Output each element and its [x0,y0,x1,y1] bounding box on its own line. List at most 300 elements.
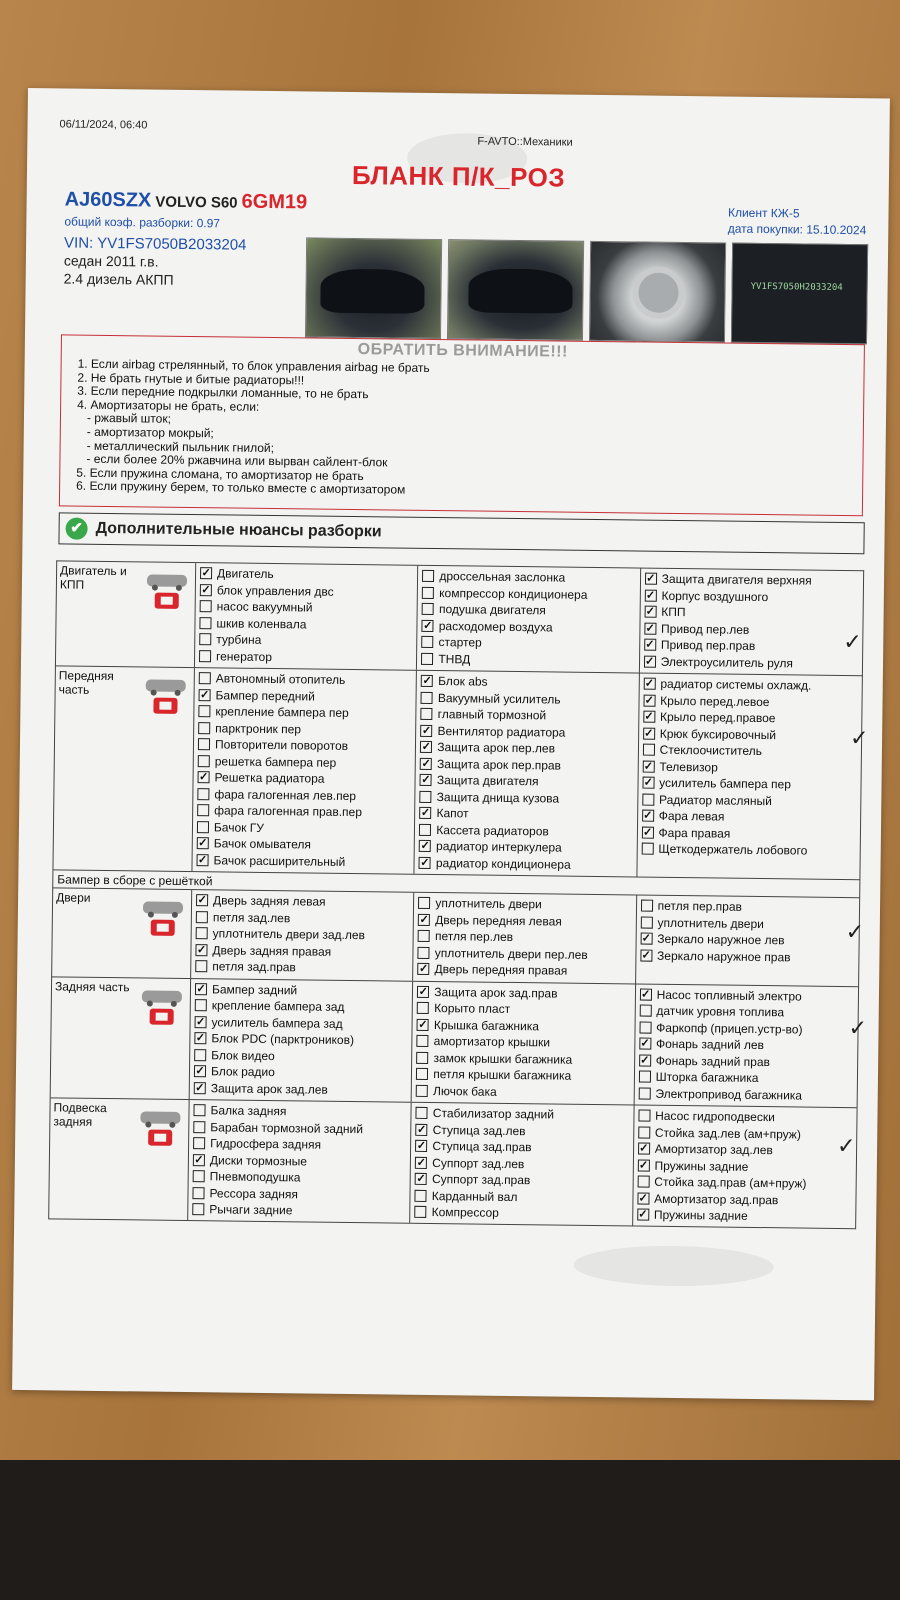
empty-checkbox[interactable] [641,900,653,912]
part-name: Пружины задние [654,1158,749,1174]
part-name: Бачок ГУ [213,820,264,835]
part-name: Крюк буксировочный [659,726,777,742]
part-name: фара галогенная лев.пер [214,787,357,803]
attention-heading: ОБРАТИТЬ ВНИМАНИЕ!!! [357,341,568,361]
part-item[interactable] [417,650,639,669]
floor-background [0,1460,900,1600]
part-name: фара галогенная прав.пер [214,803,363,820]
group-label: Двигатель и КПП [59,563,127,592]
part-name: крепление бампера зад [211,998,345,1015]
part-name: Карданный вал [431,1188,518,1204]
empty-checkbox[interactable] [422,570,434,582]
checked-checkbox[interactable]: ✓ [197,894,207,907]
empty-checkbox[interactable] [199,672,211,684]
parts-group [55,560,864,675]
empty-checkbox[interactable] [197,788,209,800]
photo-strip [305,237,868,344]
part-name: Рычаги задние [209,1202,293,1218]
part-name: петля крышки багажника [433,1067,572,1083]
empty-checkbox[interactable] [419,824,431,836]
group-columns [190,890,859,986]
checked-checkbox[interactable]: ✓ [640,988,651,1001]
checked-checkbox[interactable]: ✓ [195,1081,205,1094]
checked-checkbox[interactable]: ✓ [643,776,653,789]
parts-column [191,890,414,980]
part-name: Ступица зад.прав [432,1139,532,1155]
empty-checkbox[interactable] [422,587,434,599]
empty-checkbox[interactable] [640,916,652,928]
vin-photo[interactable] [731,243,868,345]
part-item[interactable] [411,1204,633,1223]
checked-checkbox[interactable]: ✓ [645,622,655,635]
part-name: компрессор кондиционера [439,585,588,602]
car-code: 6GM19 [241,190,308,214]
part-item[interactable] [413,961,635,980]
empty-checkbox[interactable] [638,1087,650,1099]
checked-checkbox[interactable]: ✓ [198,771,209,784]
car-model: VOLVO S60 [155,193,238,212]
empty-checkbox[interactable] [193,1137,205,1149]
empty-checkbox[interactable] [641,843,653,855]
bumper-assembly-label: Бампер в сборе с решёткой [52,869,860,897]
handwritten-check-mark: ✓ [836,1133,856,1160]
part-name: уплотнитель двери пер.лев [434,945,588,962]
empty-checkbox[interactable] [638,1126,650,1138]
empty-checkbox[interactable] [417,1035,429,1047]
car-silhouette [468,268,573,313]
part-item[interactable] [637,841,860,860]
part-name: Двигатель [216,566,274,582]
part-name: Телевизор [659,759,718,775]
empty-checkbox[interactable] [198,705,210,717]
part-name: Защита двигателя [436,773,539,789]
checked-checkbox[interactable]: ✓ [423,619,433,632]
part-item[interactable] [636,947,859,966]
car-silhouette [320,269,425,314]
part-name: Диски тормозные [209,1153,308,1169]
empty-checkbox[interactable] [639,1021,651,1033]
part-name: петля зад.прав [212,959,296,975]
checked-checkbox[interactable]: ✓ [638,1192,648,1205]
part-name: уплотнитель двери [657,915,764,931]
empty-checkbox[interactable] [422,603,434,615]
part-name: Суппорт зад.прав [431,1172,531,1188]
part-name: Ступица зад.лев [432,1122,526,1138]
group-columns [187,1100,856,1228]
checked-checkbox[interactable]: ✓ [195,1032,206,1045]
section-title: Дополнительные нюансы разборки [95,519,382,541]
suspension-icon [136,1105,185,1150]
part-name: радиатор системы охлажд. [660,677,812,693]
attention-rule: - если более 20% ржавчина или вырван сайлент-блок [76,451,388,470]
checked-checkbox[interactable]: ✓ [421,724,432,737]
part-name: усилитель бампера пер [659,776,792,792]
empty-checkbox[interactable] [415,1206,427,1218]
empty-checkbox[interactable] [200,600,212,612]
parts-column [412,981,636,1104]
checked-checkbox[interactable]: ✓ [640,1054,650,1067]
attention-rule: 4. Амортизаторы не брать, если: [77,397,260,414]
checked-checkbox[interactable]: ✓ [195,1065,205,1078]
empty-checkbox[interactable] [198,722,210,734]
part-item[interactable] [192,852,414,871]
parts-column [410,1103,634,1225]
source-label: F-AVTO::Механики [477,135,573,149]
part-item[interactable] [634,1085,857,1104]
check-circle-icon: ✔ [65,517,87,539]
part-name: радиатор интеркулера [436,839,562,855]
part-name: Блок abs [438,674,488,689]
part-name: Дверь передняя правая [434,962,568,978]
part-name: замок крышки багажника [433,1050,573,1067]
car-front-icon [141,673,190,718]
checked-checkbox[interactable]: ✓ [416,1140,427,1153]
handwritten-check-mark: ✓ [843,630,862,656]
checked-checkbox[interactable]: ✓ [641,949,651,962]
part-name: Стабилизатор задний [432,1106,555,1122]
parts-column [637,674,862,880]
part-name: Крышка багажника [433,1017,540,1034]
checked-checkbox[interactable]: ✓ [201,567,211,580]
empty-checkbox[interactable] [192,1203,204,1215]
timestamp: 06/11/2024, 06:40 [59,118,148,132]
empty-checkbox[interactable] [639,1005,651,1017]
attention-list [76,358,430,498]
checked-checkbox[interactable]: ✓ [645,655,655,668]
parts-column [188,1100,412,1222]
empty-checkbox[interactable] [197,821,209,833]
part-name: Фара левая [658,809,725,824]
part-item[interactable] [191,958,413,977]
empty-checkbox[interactable] [637,1176,649,1188]
part-name: ТНВД [438,651,471,667]
part-name: амортизатор крышки [433,1034,551,1050]
part-name: Пневмоподушка [209,1169,301,1185]
empty-checkbox[interactable] [417,1002,429,1014]
part-name: Фара правая [658,825,731,841]
empty-checkbox[interactable] [193,1121,205,1133]
part-name: Амортизатор зад.лев [654,1141,773,1158]
attention-rule: - металлический пыльник гнилой; [76,438,275,455]
part-name: Привод пер.лев [661,621,750,637]
part-name: Фаркопф (прицеп.устр-во) [656,1020,803,1037]
part-name: генератор [215,649,273,664]
checked-checkbox[interactable]: ✓ [420,807,431,820]
part-name: крепление бампера пер [215,704,349,721]
attention-rule: 2. Не брать гнутые и битые радиаторы!!! [77,370,305,387]
part-name: Фонарь задний лев [655,1036,765,1053]
part-name: датчик уровня топлива [656,1003,785,1020]
part-name: блок управления двс [216,583,334,599]
part-name: Дверь задняя правая [212,943,332,959]
parts-column [640,569,864,676]
checked-checkbox[interactable]: ✓ [645,589,656,602]
empty-checkbox[interactable] [195,999,207,1011]
checked-checkbox[interactable]: ✓ [640,1037,650,1050]
body-type: седан 2011 г.в. [63,252,159,270]
attention-rule: 5. Если пружина сломана, то амортизатор не брать [76,465,364,483]
handwritten-check-mark: ✓ [849,726,869,752]
part-name: Капот [436,806,469,821]
part-name: Радиатор масляный [658,792,772,808]
part-name: Бампер задний [211,982,298,998]
checked-checkbox[interactable]: ✓ [642,826,653,839]
checked-checkbox[interactable]: ✓ [196,943,207,956]
checked-checkbox[interactable]: ✓ [196,982,206,995]
part-name: Блок видео [211,1048,275,1063]
handwritten-check-mark: ✓ [848,1016,868,1042]
client-block [728,205,867,239]
wheel-photo[interactable] [589,241,726,343]
car-rear-icon [138,984,187,1029]
part-item[interactable] [412,1082,634,1101]
group-columns [194,563,863,675]
part-name: расходомер воздуха [438,618,553,635]
checked-checkbox[interactable]: ✓ [199,688,210,702]
part-name: петля зад.лев [212,910,291,926]
wheel-icon [632,266,685,319]
group-columns [191,668,861,879]
checked-checkbox[interactable]: ✓ [421,741,431,754]
empty-checkbox[interactable] [418,930,430,942]
part-name: Защита арок пер.лев [437,740,556,756]
part-name: Фонарь задний прав [655,1053,771,1069]
parts-column [636,895,859,985]
part-name: радиатор кондиционера [435,855,571,872]
parts-group [51,887,860,985]
part-item[interactable] [195,648,417,667]
part-name: Суппорт зад.лев [432,1155,525,1171]
part-name: Защита арок зад.лев [210,1081,328,1097]
part-name: насос вакуумный [216,599,313,615]
part-name: Бампер передний [215,688,315,704]
part-item[interactable] [633,1206,856,1225]
checked-checkbox[interactable]: ✓ [643,760,654,773]
group-label: Подвеска задняя [53,1100,107,1129]
checked-checkbox[interactable]: ✓ [420,856,430,869]
empty-checkbox[interactable] [421,708,433,720]
part-name: Балка задняя [210,1103,287,1119]
car-doors-icon [139,895,188,940]
part-name: Вентилятор радиатора [437,723,566,740]
empty-checkbox[interactable] [198,738,210,750]
part-name: Корыто пласт [434,1001,511,1017]
part-name: Зеркало наружное лев [657,932,785,948]
part-name: Кассета радиаторов [436,822,549,839]
empty-checkbox[interactable] [418,897,430,909]
car-photo[interactable] [305,237,442,339]
part-item[interactable] [188,1201,410,1220]
part-name: шкив коленвала [216,616,307,632]
section-header [58,512,864,554]
empty-checkbox[interactable] [199,617,211,629]
part-name: Привод пер.прав [660,638,756,654]
checked-checkbox[interactable]: ✓ [422,675,432,688]
checked-checkbox[interactable]: ✓ [643,809,653,822]
part-item[interactable] [640,653,863,672]
vin: VIN: YV1FS7050B2033204 [64,234,247,254]
part-name: Стеклоочиститель [659,743,763,759]
group-label: Двери [56,890,91,905]
part-name: Компрессор [431,1205,499,1221]
part-name: Щеткодержатель лобового [658,842,808,858]
empty-checkbox[interactable] [416,1052,428,1064]
attention-rule: 6. Если пружину берем, то только вместе с амортизатором [76,478,406,497]
part-name: уплотнитель двери зад.лев [212,926,366,943]
empty-checkbox[interactable] [193,1170,205,1182]
part-name: Корпус воздушного [661,588,769,604]
empty-checkbox[interactable] [415,1190,427,1202]
part-item[interactable] [190,1080,412,1099]
part-name: петля пер.прав [657,899,743,915]
form-title: БЛАНК П/К_РОЗ [351,159,566,193]
part-name: Крыло перед.левое [660,693,770,709]
car-photo[interactable] [447,239,584,341]
empty-checkbox[interactable] [194,1049,206,1061]
empty-checkbox[interactable] [416,1085,428,1097]
empty-checkbox[interactable] [420,791,432,803]
empty-checkbox[interactable] [193,1104,205,1116]
empty-checkbox[interactable] [195,960,207,972]
checked-checkbox[interactable]: ✓ [418,985,429,998]
part-name: стартер [438,635,482,650]
attention-rule: 1. Если airbag стрелянный, то блок управления airbag не брать [77,356,430,375]
part-name: Шторка багажника [655,1069,759,1086]
parts-column [413,893,636,983]
group-label: Задняя часть [54,978,130,994]
part-name: Решетка радиатора [214,770,325,786]
checked-checkbox[interactable]: ✓ [416,1156,426,1169]
empty-checkbox[interactable] [416,1107,428,1119]
group-label: Передняя часть [58,668,114,697]
checked-checkbox[interactable]: ✓ [418,963,429,976]
part-name: уплотнитель двери [435,896,542,912]
empty-checkbox[interactable] [418,947,430,959]
part-name: Защита двигателя верхняя [661,572,812,588]
empty-checkbox[interactable] [638,1110,650,1122]
part-name: Насос гидроподвески [655,1108,775,1125]
empty-checkbox[interactable] [198,755,210,767]
form-sheet [12,88,890,1400]
part-name: Автономный отопитель [215,671,346,688]
part-name: Блок радио [210,1064,275,1080]
checked-checkbox[interactable]: ✓ [639,1142,649,1155]
empty-checkbox[interactable] [642,793,654,805]
part-name: Электропривод багажника [655,1086,803,1103]
parts-column [417,566,641,673]
part-name: Амортизатор зад.прав [654,1191,779,1207]
checked-checkbox[interactable]: ✓ [198,837,208,850]
part-name: Зеркало наружное прав [657,948,791,965]
part-name: усилитель бампера зад [211,1015,343,1031]
checked-checkbox[interactable]: ✓ [194,1153,204,1166]
empty-checkbox[interactable] [199,650,211,662]
part-name: Бачок расширительный [213,853,346,869]
part-name: Стойка зад.лев (ам+пруж) [654,1125,801,1142]
part-item[interactable] [415,854,637,873]
checked-checkbox[interactable]: ✓ [644,727,654,740]
checked-checkbox[interactable]: ✓ [421,774,431,787]
part-name: Защита днища кузова [436,789,560,806]
part-name: КПП [661,605,686,620]
empty-checkbox[interactable] [196,911,208,923]
checked-checkbox[interactable]: ✓ [638,1159,649,1172]
parts-column [415,671,640,877]
part-name: Электроусилитель руля [660,654,794,671]
checked-checkbox[interactable]: ✓ [416,1173,426,1186]
empty-checkbox[interactable] [197,804,209,816]
part-name: Защита арок зад.прав [434,984,558,1001]
attention-rule: - амортизатор мокрый; [76,424,214,441]
group-columns [189,979,858,1108]
parts-column [634,984,858,1107]
checked-checkbox[interactable]: ✓ [646,572,656,585]
checked-checkbox[interactable]: ✓ [197,853,208,866]
part-name: Пружины задние [653,1207,748,1224]
part-name: турбина [216,632,262,648]
part-name: Вакуумный усилитель [437,690,561,707]
part-name: петля пер.лев [434,929,514,945]
stain [573,1245,773,1287]
empty-checkbox[interactable] [199,633,211,645]
parts-column [192,668,417,874]
part-name: парктроник пер [215,721,302,737]
empty-checkbox[interactable] [192,1187,204,1199]
checked-checkbox[interactable]: ✓ [645,638,655,651]
photo-vin-text: YV1FS7050H2033204 [750,281,843,293]
checked-checkbox[interactable]: ✓ [420,840,430,853]
empty-checkbox[interactable] [643,744,655,756]
checked-checkbox[interactable]: ✓ [418,1018,428,1031]
checked-checkbox[interactable]: ✓ [201,583,211,597]
part-name: Повторители поворотов [214,737,349,754]
part-name: Насос топливный электро [656,987,802,1004]
part-name: Стойка зад.прав (ам+пруж) [654,1174,807,1191]
parts-group [50,976,859,1107]
checked-checkbox[interactable]: ✓ [645,605,655,618]
part-name: Дверь задняя левая [213,893,326,909]
checked-checkbox[interactable]: ✓ [421,757,431,770]
checked-checkbox[interactable]: ✓ [644,710,654,723]
checked-checkbox[interactable]: ✓ [644,677,655,690]
part-name: Рессора задняя [209,1186,299,1202]
parts-column [633,1105,857,1227]
part-name: Блок PDC (парктроников) [211,1031,355,1048]
empty-checkbox[interactable] [421,653,433,665]
engine-type: 2.4 дизель АКПП [63,270,174,288]
checked-checkbox[interactable]: ✓ [195,1015,206,1028]
part-name: Дверь передняя левая [435,912,562,929]
empty-checkbox[interactable] [422,636,434,648]
part-name: подушка двигателя [438,602,546,618]
empty-checkbox[interactable] [639,1071,651,1083]
checked-checkbox[interactable]: ✓ [644,694,654,707]
checked-checkbox[interactable]: ✓ [419,913,429,926]
parts-group [52,665,862,879]
checked-checkbox[interactable]: ✓ [641,932,651,945]
checked-checkbox[interactable]: ✓ [416,1123,427,1136]
attention-rule: 3. Если передние подкрылки ломанные, то не брать [77,383,369,402]
part-name: Лючок бака [433,1083,497,1099]
empty-checkbox[interactable] [421,692,433,704]
empty-checkbox[interactable] [416,1068,428,1080]
parts-group [48,1097,857,1228]
parts-column [195,563,419,670]
part-name: Бачок омывателя [213,836,312,852]
empty-checkbox[interactable] [196,927,208,939]
plate-number: AJ60SZX [64,188,152,212]
checked-checkbox[interactable]: ✓ [638,1208,648,1221]
